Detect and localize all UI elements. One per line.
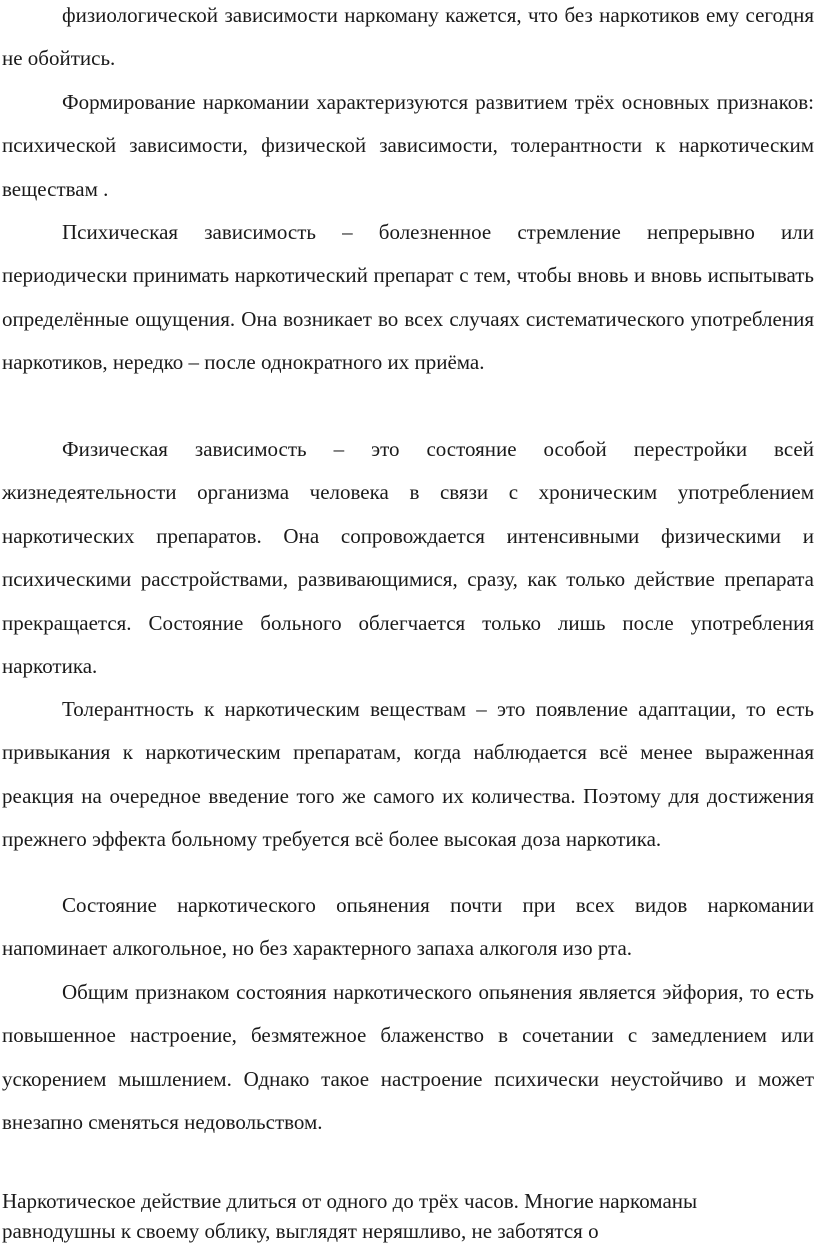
paragraph-drug-action-duration: Наркотическое действие длиться от одного до трёх часов. Многие наркоманы равнодушны к своему облику, выглядят неряшливо, не заботятся о — [2, 1189, 698, 1243]
paragraph-psychological-dependence: Психическая зависимость – болезненное стремление непрерывно или периодически принимать наркотический препарат с тем, чтобы вновь и вновь испытывать определённые ощущения. Она возникает во всех случаях систематического употребления наркотиков, нередко – после однократного их приёма. — [2, 220, 814, 375]
paragraph-physiological-dependence-end: физиологической зависимости наркоману кажется, что без наркотиков ему сегодня не обойтись. — [2, 3, 814, 71]
paragraph-physical-dependence: Физическая зависимость – это состояние особой перестройки всей жизнедеятельности организма человека в связи с хроническим употреблением наркотических препаратов. Она сопровождается интенсивными физическими и психическими расстройствами, развивающимися, сразу, как только действие препарата прекращается. Состояние больного облегчается только лишь после употребления наркотика. — [2, 437, 814, 679]
paragraph-intoxication-state: Состояние наркотического опьянения почти при всех видов наркомании напоминает алкогольное, но без характерного запаха алкоголя изо рта. — [2, 893, 814, 961]
paragraph-euphoria: Общим признаком состояния наркотического опьянения является эйфория, то есть повышенное настроение, безмятежное блаженство в сочетании с замедлением или ускорением мышлением. Однако такое настроение психически неустойчиво и может внезапно сменяться недовольством. — [2, 980, 814, 1135]
paragraph-addiction-signs: Формирование наркомании характеризуются развитием трёх основных признаков: психической зависимости, физической зависимости, толерантности к наркотическим веществам . — [2, 90, 814, 201]
paragraph-tolerance: Толерантность к наркотическим веществам – это появление адаптации, то есть привыкания к наркотическим препаратам, когда наблюдается всё менее выраженная реакция на очередное введение того же самого их количества. Поэтому для достижения прежнего эффекта больному требуется всё более высокая доза наркотика. — [2, 697, 814, 852]
